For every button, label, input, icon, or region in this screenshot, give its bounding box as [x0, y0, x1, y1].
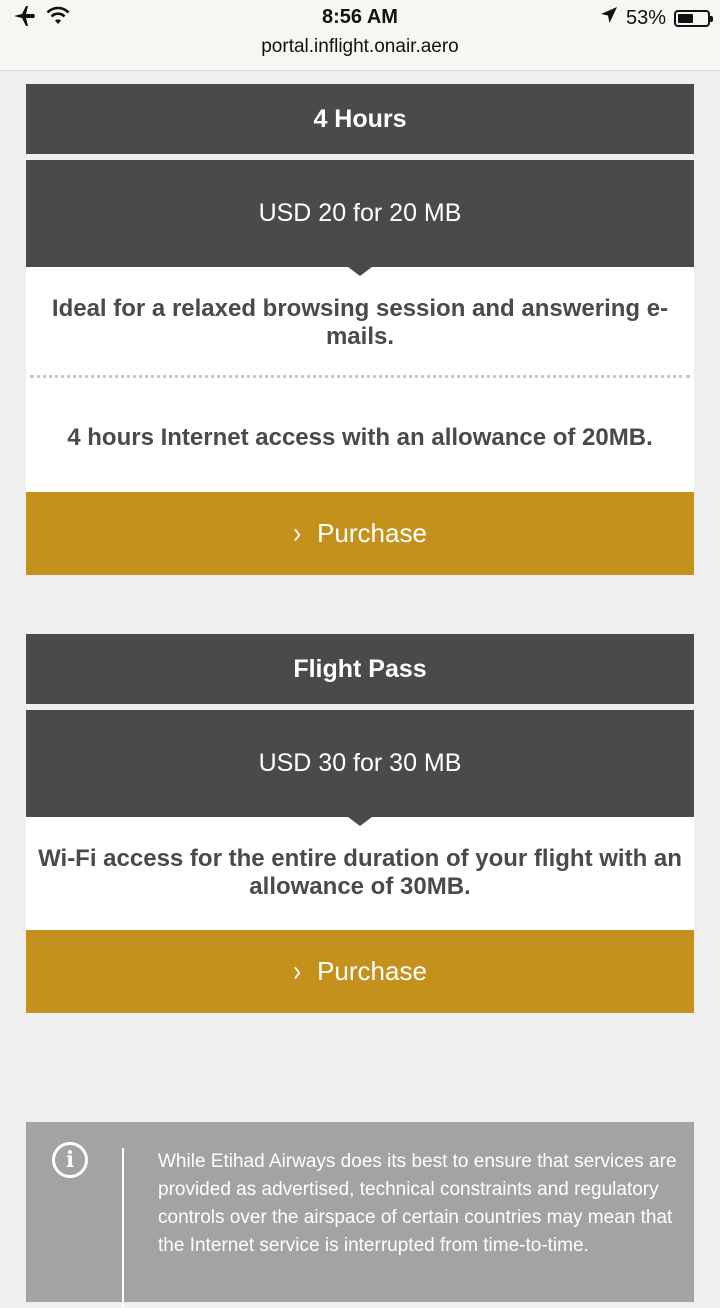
plan-card-4-hours — [26, 84, 694, 575]
purchase-button[interactable] — [26, 492, 694, 575]
pointer-notch — [348, 817, 372, 826]
purchase-label: Purchase — [317, 956, 427, 986]
battery-fill — [678, 14, 693, 23]
address-bar[interactable]: portal.inflight.onair.aero — [261, 36, 459, 57]
plan-price-text: USD 30 for 30 MB — [258, 749, 462, 777]
plan-title: Flight Pass — [26, 634, 694, 704]
plan-description: Wi-Fi access for the entire duration of your flight with an allowance of 30MB. — [26, 817, 694, 930]
battery-percent: 53% — [625, 6, 666, 29]
pointer-notch — [348, 267, 372, 276]
plan-title: 4 Hours — [26, 84, 694, 154]
purchase-label: Purchase — [317, 518, 427, 548]
chevron-right-icon: › — [293, 954, 302, 988]
plan-price-text: USD 20 for 20 MB — [258, 199, 462, 227]
plan-description: Ideal for a relaxed browsing session and answering e-mails. — [26, 267, 694, 375]
clock: 8:56 AM — [322, 6, 398, 28]
disclaimer-box — [26, 1122, 694, 1302]
battery-icon — [674, 10, 710, 27]
plan-detail: 4 hours Internet access with an allowance of 20MB. — [26, 378, 694, 492]
chevron-right-icon: › — [293, 516, 302, 550]
location-arrow-icon — [600, 6, 618, 30]
plan-card-flight-pass — [26, 634, 694, 1013]
vertical-divider — [122, 1148, 124, 1308]
status-bar — [0, 0, 720, 71]
info-icon: i — [52, 1142, 88, 1178]
disclaimer-text: While Etihad Airways does its best to ensure that services are provided as advertised, technical constraints and regulatory controls over the airspace of certain countries may mean that the Internet service is interrupted from time-to-time. — [158, 1151, 677, 1256]
status-right — [600, 6, 710, 30]
plan-price — [26, 710, 694, 817]
plan-price — [26, 160, 694, 267]
purchase-button[interactable] — [26, 930, 694, 1013]
